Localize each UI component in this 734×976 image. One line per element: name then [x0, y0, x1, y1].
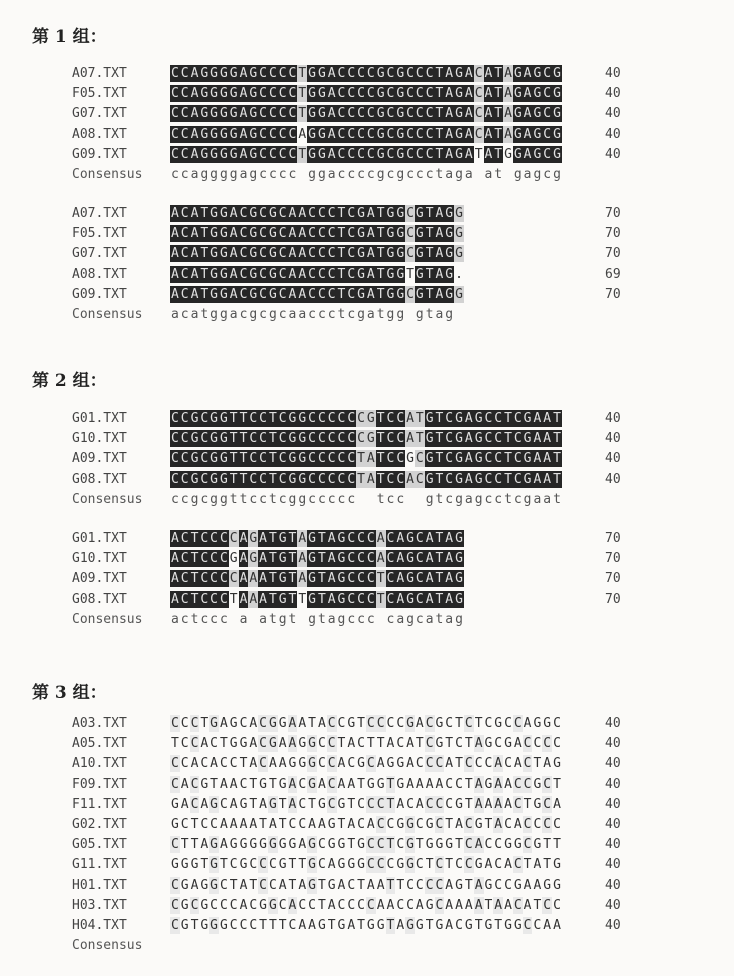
sequence-row	[0, 815, 734, 835]
sequence-row	[0, 125, 734, 145]
position-number: 40	[605, 716, 621, 731]
position-number: 70	[605, 206, 621, 221]
sequence-residues: C C A G G G G A G C C C C T G G A C C C C G C G C C C T A G A C A T A G A G C G	[170, 66, 561, 81]
sequence-row	[0, 64, 734, 84]
position-number: 40	[605, 126, 621, 142]
consensus-label: Consensus	[72, 938, 143, 954]
sequence-row	[0, 835, 734, 855]
sequence-name: A05.TXT	[72, 736, 127, 752]
sequence-row	[0, 285, 734, 305]
sequence-residues: C G C G C C C A C G G C A C C T A C C C C A A C C A G C A A A A T A A C A T C C	[170, 897, 561, 913]
group-1-title: 第 1 组：	[32, 27, 107, 47]
sequence-residues: C C G C G G T T C C T C G G C C C C C T A T C C G C G T C G A G C C T C G A A T	[170, 451, 561, 467]
sequence-name: A10.TXT	[72, 756, 127, 772]
sequence-row	[0, 84, 734, 104]
sequence-residues: A C A T G G A C G C G C A A C C C T C G A T G G C G T A G G	[170, 286, 463, 302]
sequence-name: F11.TXT	[72, 796, 127, 812]
sequence-residues: C C A G G G G A G C C C C T G G A C C C C G C G C C C T A G A C A T A G A G C G	[170, 86, 561, 102]
group-1-block-1	[0, 64, 734, 185]
sequence-name: G01.TXT	[72, 531, 127, 546]
consensus-row	[0, 165, 734, 185]
sequence-name: G10.TXT	[72, 551, 127, 567]
position-number: 70	[605, 246, 621, 262]
consensus-row	[0, 490, 734, 510]
position-number: 40	[605, 756, 621, 772]
sequence-row	[0, 754, 734, 774]
sequence-name: F09.TXT	[72, 776, 127, 792]
sequence-name: A03.TXT	[72, 716, 127, 731]
sequence-name: H03.TXT	[72, 897, 127, 913]
sequence-row	[0, 896, 734, 916]
sequence-row	[0, 855, 734, 875]
group-3-title: 第 3 组：	[32, 683, 107, 703]
position-number: 40	[605, 146, 621, 162]
sequence-name: G11.TXT	[72, 857, 127, 873]
sequence-residues: C T T A G A G G G G G G G A G C G G T G C C T C G T G G G T C A C C G G C G T T	[170, 837, 561, 853]
sequence-row	[0, 204, 734, 224]
consensus-label: Consensus	[72, 166, 143, 182]
sequence-row	[0, 876, 734, 896]
position-number: 70	[605, 571, 621, 587]
group-2-block-2	[0, 529, 734, 630]
sequence-residues: C C G C G G T T C C T C G G C C C C C C G T C C A T G T C G A G C C T C G A A T	[170, 411, 561, 426]
sequence-row	[0, 795, 734, 815]
sequence-name: G09.TXT	[72, 146, 127, 162]
sequence-name: H01.TXT	[72, 877, 127, 893]
position-number: 70	[605, 531, 621, 546]
sequence-row	[0, 104, 734, 124]
sequence-name: F05.TXT	[72, 86, 127, 102]
consensus-label: Consensus	[72, 306, 143, 322]
consensus-row	[0, 936, 734, 956]
sequence-row	[0, 449, 734, 469]
position-number: 40	[605, 451, 621, 467]
position-number: 40	[605, 411, 621, 426]
sequence-name: G08.TXT	[72, 471, 127, 487]
sequence-residues: C C A G G G G A G C C C C A G G A C C C C G C G C C C T A G A C A T A G A G C G	[170, 126, 561, 142]
group-1-block-2	[0, 204, 734, 325]
sequence-name: G05.TXT	[72, 837, 127, 853]
position-number: 70	[605, 286, 621, 302]
position-number: 40	[605, 776, 621, 792]
sequence-residues: A C A T G G A C G C G C A A C C C T C G A T G G C G T A G G	[170, 226, 463, 242]
sequence-residues: A C T C C C G A G A T G T A G T A G C C C A C A G C A T A G	[170, 551, 463, 567]
sequence-row	[0, 265, 734, 285]
sequence-row	[0, 549, 734, 569]
sequence-name: A07.TXT	[72, 206, 127, 221]
consensus-row	[0, 305, 734, 325]
sequence-name: G01.TXT	[72, 411, 127, 426]
sequence-row	[0, 429, 734, 449]
consensus-sequence: c c g c g g t t c c t c g g c c c c c t c c g t c g a g c c t c g a a t	[170, 491, 561, 507]
group-2-title: 第 2 组：	[32, 371, 107, 391]
sequence-name: A07.TXT	[72, 66, 127, 81]
sequence-residues: A C T C C C T A A A T G T T G T A G C C C T C A G C A T A G	[170, 591, 463, 607]
sequence-name: G10.TXT	[72, 431, 127, 447]
sequence-residues: G C T C C A A A A T A T C C A A G T A C A C C G G C G C T A C G T A C A C C C C	[170, 816, 561, 832]
sequence-row	[0, 145, 734, 165]
sequence-name: A09.TXT	[72, 571, 127, 587]
position-number: 70	[605, 551, 621, 567]
sequence-residues: G A C A G C A G T A G T A C T G C G T C C C T A C A C C C G T A A A A C T G C A	[170, 796, 561, 812]
sequence-residues: A C A T G G A C G C G C A A C C C T C G A T G G T G T A G .	[170, 266, 463, 282]
position-number: 40	[605, 796, 621, 812]
position-number: 40	[605, 837, 621, 853]
sequence-residues: C C G C G G T T C C T C G G C C C C C T A T C C A C G T C G A G C C T C G A A T	[170, 471, 561, 487]
sequence-residues: C C A G G G G A G C C C C T G G A C C C C G C G C C C T A G A C A T A G A G C G	[170, 106, 561, 122]
sequence-row	[0, 590, 734, 610]
sequence-row	[0, 916, 734, 936]
sequence-name: G07.TXT	[72, 106, 127, 122]
sequence-row	[0, 529, 734, 549]
position-number: 40	[605, 431, 621, 447]
sequence-residues: A C A T G G A C G C G C A A C C C T C G A T G G C G T A G G	[170, 206, 463, 221]
sequence-residues: G G G T G T C G C C C G T T G C A G G G C C C G G C T C T C C G A C A C T A T G	[170, 857, 561, 873]
position-number: 70	[605, 226, 621, 242]
sequence-residues: C C G C G G T T C C T C G G C C C C C C G T C C A T G T C G A G C C T C G A A T	[170, 431, 561, 447]
position-number: 40	[605, 877, 621, 893]
sequence-residues: A C A T G G A C G C G C A A C C C T C G A T G G C G T A G G	[170, 246, 463, 262]
sequence-name: F05.TXT	[72, 226, 127, 242]
sequence-name: A09.TXT	[72, 451, 127, 467]
sequence-name: G02.TXT	[72, 816, 127, 832]
position-number: 40	[605, 106, 621, 122]
sequence-residues: C A C G T A A C T G T G A C G A C A A T G G T G A A A A C C T A G A A C C G C T	[170, 776, 561, 792]
position-number: 40	[605, 66, 621, 81]
sequence-residues: C C A G G G G A G C C C C T G G A C C C C G C G C C C T A G A T A T G G A G C G	[170, 146, 561, 162]
sequence-row	[0, 714, 734, 734]
sequence-row	[0, 470, 734, 490]
consensus-label: Consensus	[72, 491, 143, 507]
consensus-label: Consensus	[72, 611, 143, 627]
sequence-row	[0, 409, 734, 429]
sequence-residues: A C T C C C C A G A T G T A G T A G C C C A C A G C A T A G	[170, 531, 463, 546]
position-number: 69	[605, 266, 621, 282]
sequence-residues: C G A G G C T A T C C A T A G T G A C T A A T T C C C C A G T A G C C G A A G G	[170, 877, 561, 893]
position-number: 40	[605, 86, 621, 102]
position-number: 40	[605, 471, 621, 487]
group-3-block-1	[0, 714, 734, 956]
consensus-sequence: a c a t g g a c g c g c a a c c c t c g a t g g g t a g	[170, 306, 454, 322]
sequence-row	[0, 734, 734, 754]
sequence-row	[0, 244, 734, 264]
consensus-row	[0, 610, 734, 630]
sequence-residues: C C A C A C C T A C A A G G G C C A C G C A G G A C C C A T C C C A C A C T A G	[170, 756, 561, 772]
sequence-residues: C C C T G A G C A C G G A A T A C C G T C C C C G A C G C T C T C G C C A G G C	[170, 716, 561, 731]
position-number: 40	[605, 897, 621, 913]
sequence-name: A08.TXT	[72, 266, 127, 282]
sequence-name: G08.TXT	[72, 591, 127, 607]
position-number: 40	[605, 857, 621, 873]
group-2-block-1	[0, 409, 734, 510]
position-number: 70	[605, 591, 621, 607]
sequence-row	[0, 224, 734, 244]
position-number: 40	[605, 917, 621, 933]
sequence-name: G07.TXT	[72, 246, 127, 262]
sequence-name: G09.TXT	[72, 286, 127, 302]
sequence-residues: C G T G G G C C C T T T C A A G T G A T G G T A G G T G A C G T G T G G C C A A	[170, 917, 561, 933]
sequence-name: A08.TXT	[72, 126, 127, 142]
position-number: 40	[605, 736, 621, 752]
sequence-row	[0, 775, 734, 795]
sequence-residues: A C T C C C C A A A T G T A G T A G C C C T C A G C A T A G	[170, 571, 463, 587]
sequence-name: H04.TXT	[72, 917, 127, 933]
sequence-row	[0, 569, 734, 589]
consensus-sequence: c c a g g g g a g c c c c g g a c c c c g c g c c c t a g a a t g a g c g	[170, 166, 561, 182]
position-number: 40	[605, 816, 621, 832]
consensus-sequence: a c t c c c a a t g t g t a g c c c c a g c a t a g	[170, 611, 463, 627]
sequence-residues: T C C A C T G G A C G A A G G C C T A C T T A C A T C G T C T A G C G A C C C C	[170, 736, 561, 752]
